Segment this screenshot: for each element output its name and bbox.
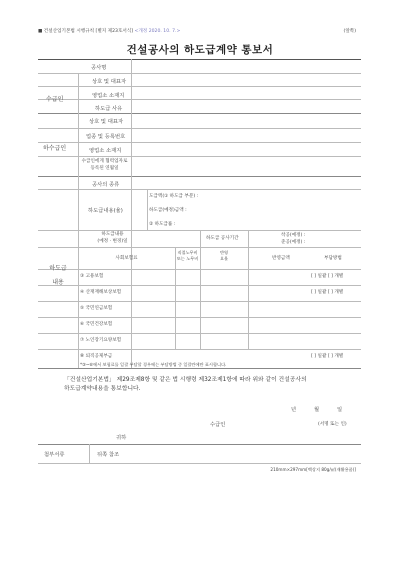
rule	[38, 73, 361, 74]
rule	[38, 113, 361, 114]
rule	[38, 189, 361, 190]
content-change-line: (예정 · 변경)일	[97, 238, 128, 244]
document-title: 건설공사의 하도급계약 통보서	[126, 44, 274, 56]
statement-line: 하도급계약내용을 통보합니다.	[64, 386, 141, 392]
statement-line: 「건설산업기본법」 제29조제8항 및 같은 법 시행령 제32조제1항에 따라 위와 같이 건설공사의	[64, 377, 307, 383]
content-change-label	[78, 232, 147, 245]
subcontractor-field: 상호 및 대표자	[89, 119, 124, 125]
rule	[38, 86, 361, 87]
insurance-col-header	[200, 250, 248, 262]
construction-name-label: 공사명	[91, 65, 107, 71]
insurance-col-header: 반영금액	[272, 256, 290, 261]
rule	[38, 99, 361, 100]
insurance-name: ⑥ 국민건강보험	[80, 322, 113, 327]
signature-label: (서명 또는 인)	[318, 422, 347, 427]
subcontractor-field: 영업소 소재지	[89, 148, 122, 154]
period-label: 하도급 공사기간	[206, 236, 239, 241]
paper-spec: 210mm×297mm[백상지 80g/㎡(재활용품)]	[270, 467, 356, 472]
insurance-method: [ ] 일괄 [ ] 개별	[311, 354, 344, 359]
subcontractor-label: 하수급인	[43, 145, 67, 152]
subcontract-label-line: 내용	[52, 279, 64, 286]
rule	[38, 156, 361, 157]
cooperation-date-label	[78, 158, 131, 172]
content-option: 도급액(① 하도급 부분) :	[149, 194, 199, 199]
insurance-col-header-line: 반영	[219, 250, 229, 255]
date-day: 일	[337, 407, 343, 413]
insurance-col-header-line: 또는 노무비	[176, 256, 199, 261]
content-option: 하도급(예정)금액 :	[149, 208, 187, 213]
insurance-name: ③ 고용보험	[80, 274, 104, 279]
insurance-note: *③~⑥에서 보험료를 일괄 부담할 경우에는 부담방법 중 일괄란에만 표시합니다.	[80, 362, 227, 367]
contractor-field: 상호 및 대표자	[92, 79, 127, 85]
subcontract-label-line: 하도급	[49, 265, 67, 272]
rule	[38, 176, 361, 177]
insurance-col-header-line: 직접노무비	[177, 250, 198, 255]
col-divider	[200, 230, 201, 349]
form-reference	[38, 28, 180, 34]
insurance-name: ⑧ 퇴직공제부금	[80, 354, 113, 359]
start-label: 착공(예정) :	[281, 233, 306, 238]
insurance-name: ⑦ 노인장기요양보험	[80, 338, 122, 343]
rule	[38, 463, 361, 464]
insurance-method: [ ] 일괄 [ ] 개별	[311, 290, 344, 295]
completion-label: 준공(예정) :	[281, 240, 306, 245]
date-year: 년	[291, 407, 297, 413]
col-divider	[131, 59, 132, 368]
page-side-label: (앞쪽)	[343, 29, 356, 34]
rule	[38, 349, 361, 350]
cooperation-date-line: 수급인에게 협력업자로	[81, 159, 128, 164]
rule	[38, 368, 361, 369]
insurance-col-header: 사회보험료	[115, 256, 138, 261]
work-type-label: 공사의 종류	[92, 182, 120, 188]
cooperation-date-line: 등록된 연월일	[90, 166, 119, 171]
insurance-col-header: 부담방법	[324, 256, 342, 261]
signer-label: 수급인	[210, 422, 226, 428]
contractor-field: 영업소 소재지	[92, 93, 125, 99]
col-divider	[147, 189, 148, 230]
col-divider	[89, 444, 90, 463]
contractor-label: 수급인	[46, 96, 64, 103]
subcontract-label	[38, 262, 78, 290]
attachment-label: 첨부서류	[44, 452, 65, 458]
subcontractor-field: 업종 및 등록번호	[86, 134, 126, 140]
col-divider	[78, 73, 79, 368]
insurance-col-header-line: 요율	[219, 256, 229, 261]
rule	[38, 444, 361, 445]
rule-top	[38, 59, 361, 60]
col-divider	[248, 230, 249, 349]
revision-text: <개정 2020. 10. 7.>	[134, 29, 181, 34]
form-ref-text: ■ 건설산업기본법 시행규칙 [별지 제23호서식]	[38, 29, 135, 34]
content-rate-label: 하도급내용(율)	[88, 208, 123, 214]
contractor-field: 하도급 사유	[95, 106, 123, 112]
addressee: 귀하	[116, 435, 127, 441]
content-change-line: 하도급내용	[101, 232, 124, 237]
rule	[38, 128, 361, 129]
insurance-name: ⑤ 국민연금보험	[80, 306, 113, 311]
insurance-method: [ ] 일괄 [ ] 개별	[311, 274, 344, 279]
attachment-value: 뒤쪽 참조	[97, 452, 120, 458]
date-month: 월	[314, 407, 320, 413]
col-divider	[175, 247, 176, 349]
content-option: ② 하도급률 :	[149, 222, 176, 227]
insurance-name: ④ 산재재해보상보험	[80, 290, 122, 295]
insurance-col-header	[175, 250, 200, 262]
statement	[64, 376, 307, 394]
rule	[38, 142, 361, 143]
